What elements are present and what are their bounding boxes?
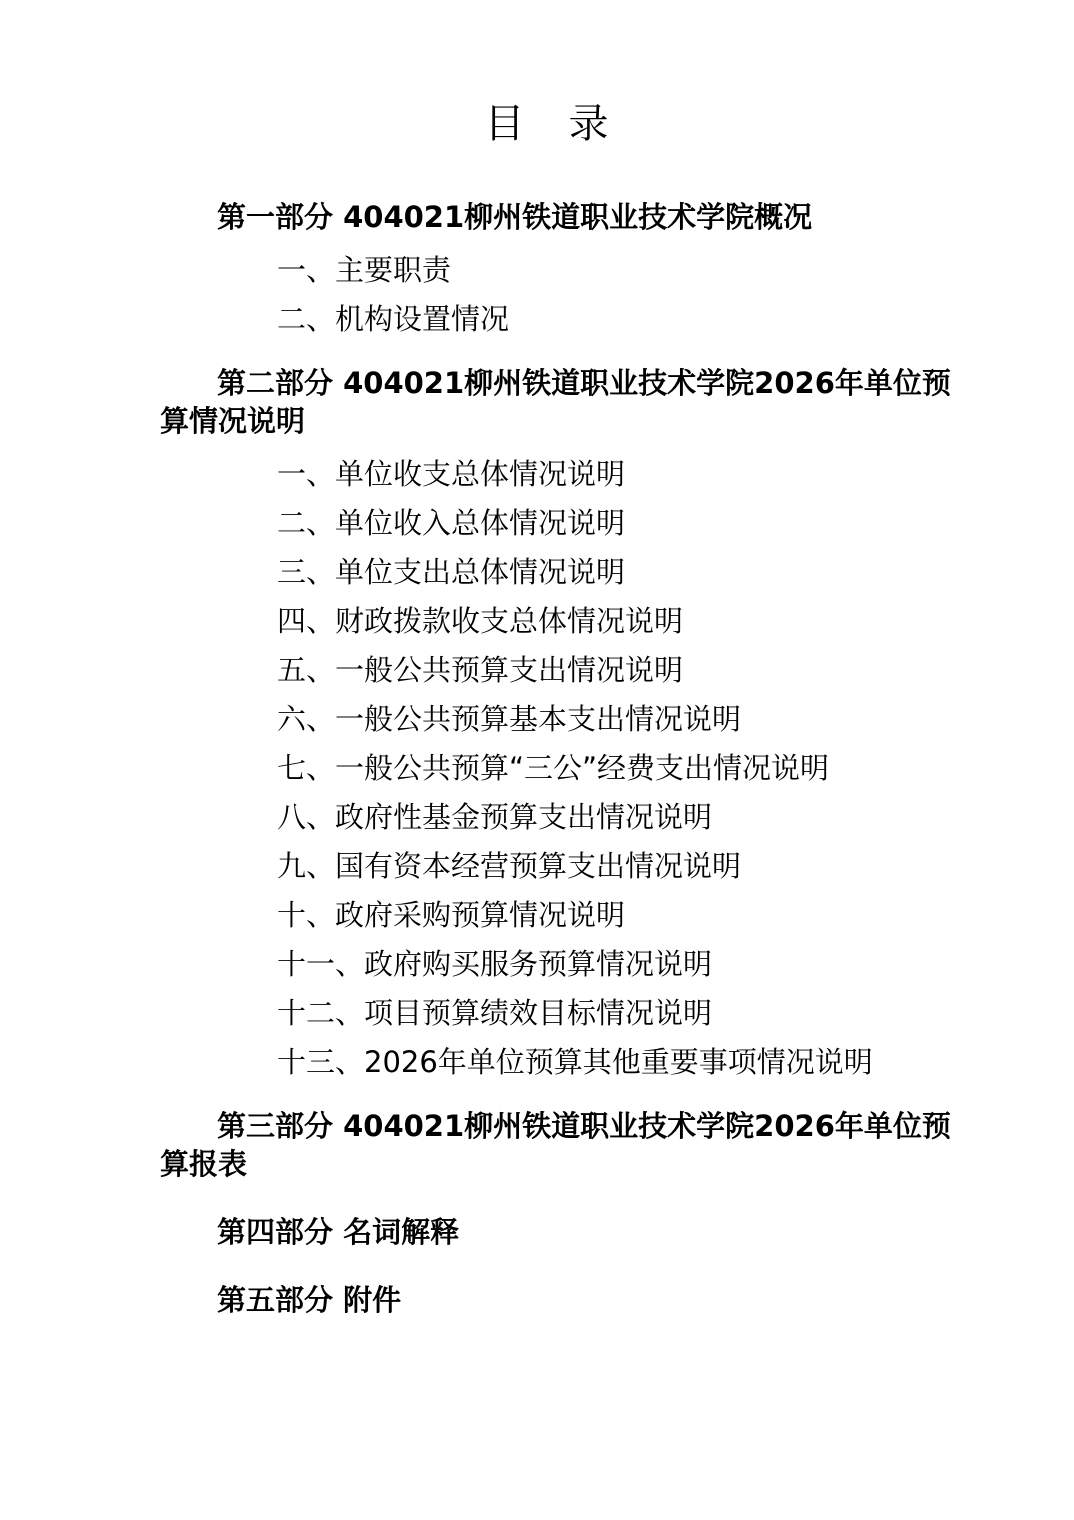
toc-item: 十二、项目预算绩效目标情况说明 xyxy=(277,996,713,1030)
doc-title: 目 录 xyxy=(484,101,611,147)
toc-section-1 xyxy=(160,198,975,334)
toc-item: 八、政府性基金预算支出情况说明 xyxy=(277,800,713,834)
toc-item: 二、机构设置情况 xyxy=(277,302,510,336)
toc-item: 二、单位收入总体情况说明 xyxy=(277,506,626,540)
toc-item: 一、主要职责 xyxy=(277,253,452,287)
section-heading-part1: 第一部分 404021柳州铁道职业技术学院概况 xyxy=(217,200,813,234)
toc-section-5 xyxy=(160,1281,975,1319)
toc-item: 七、一般公共预算“三公”经费支出情况说明 xyxy=(277,751,830,785)
toc-item: 五、一般公共预算支出情况说明 xyxy=(277,653,684,687)
toc-item: 三、单位支出总体情况说明 xyxy=(277,555,626,589)
toc-section-3 xyxy=(160,1107,975,1183)
section-heading-part5: 第五部分 附件 xyxy=(217,1283,402,1317)
section-heading-part4: 第四部分 名词解释 xyxy=(217,1215,460,1249)
toc-item: 四、财政拨款收支总体情况说明 xyxy=(277,604,684,638)
toc-item: 六、一般公共预算基本支出情况说明 xyxy=(277,702,742,736)
section-heading-part3: 第三部分 404021柳州铁道职业技术学院2026年单位预算报表 xyxy=(160,1109,951,1181)
toc-item: 九、国有资本经营预算支出情况说明 xyxy=(277,849,742,883)
toc-item: 十、政府采购预算情况说明 xyxy=(277,898,626,932)
toc-section-4 xyxy=(160,1213,975,1251)
toc-section-2 xyxy=(160,364,975,1077)
toc-item: 一、单位收支总体情况说明 xyxy=(277,457,626,491)
section-heading-part2: 第二部分 404021柳州铁道职业技术学院2026年单位预算情况说明 xyxy=(160,366,951,438)
toc-item: 十一、政府购买服务预算情况说明 xyxy=(277,947,713,981)
toc-item: 十三、2026年单位预算其他重要事项情况说明 xyxy=(277,1045,873,1079)
